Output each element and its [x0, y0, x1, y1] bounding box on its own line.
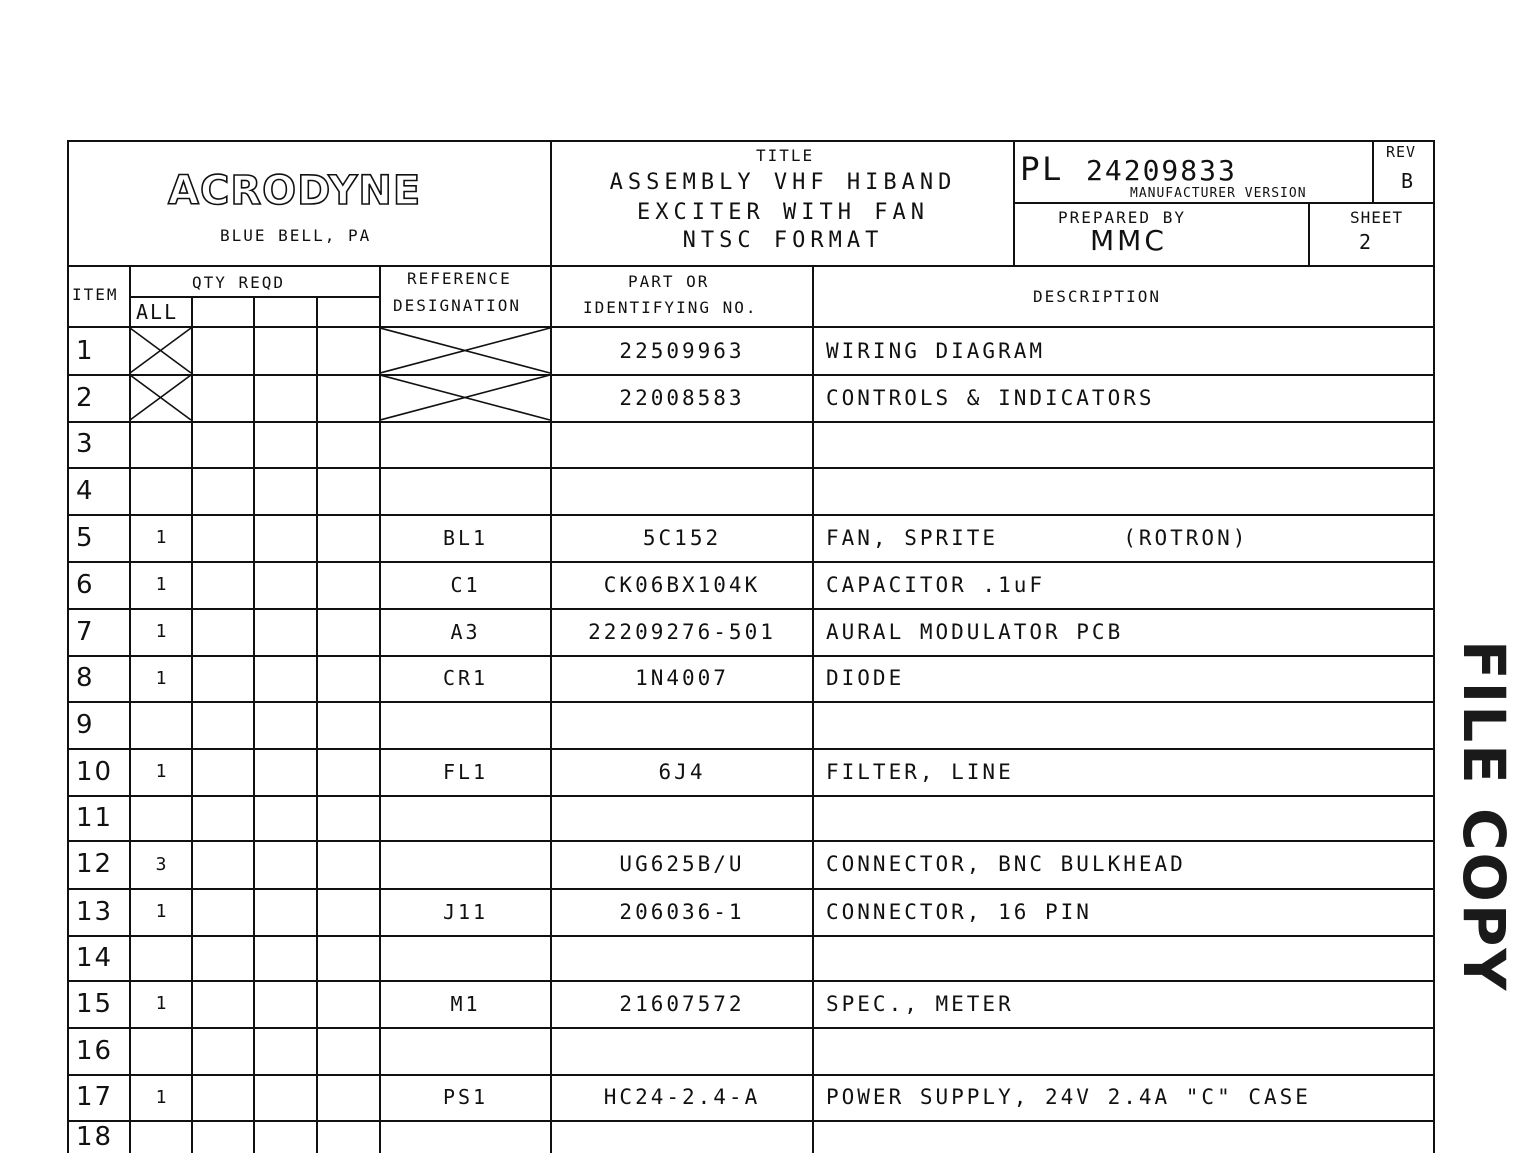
description: AURAL MODULATOR PCB: [826, 619, 1124, 644]
header-qty: QTY REQD: [192, 273, 286, 292]
item-number: 18: [76, 1121, 114, 1152]
item-number: 6: [76, 569, 95, 600]
title-line-3: NTSC FORMAT: [682, 228, 884, 253]
header-part-line1: PART OR: [628, 272, 710, 291]
item-number: 14: [76, 942, 114, 973]
description: WIRING DIAGRAM: [826, 338, 1046, 363]
description: FILTER, LINE: [826, 759, 1014, 784]
description: CONTROLS & INDICATORS: [826, 385, 1155, 410]
part-number: 1N4007: [635, 666, 729, 690]
item-number: 5: [76, 522, 95, 553]
qty-cell: 1: [155, 621, 167, 642]
header-description: DESCRIPTION: [1033, 287, 1161, 306]
title-label: TITLE: [756, 146, 815, 165]
part-number: 5C152: [642, 525, 722, 550]
item-number: 8: [76, 663, 95, 693]
part-number: 206036-1: [619, 899, 745, 924]
item-number: 15: [76, 988, 114, 1019]
reference-designation: C1: [450, 572, 481, 597]
reference-designation: FL1: [442, 759, 489, 784]
qty-cell: 1: [155, 667, 167, 689]
item-number: 12: [76, 849, 114, 879]
company-location: BLUE BELL, PA: [220, 226, 372, 245]
part-number: 6J4: [658, 759, 706, 784]
part-number: 22209276-501: [588, 619, 776, 644]
qty-cell: 1: [155, 901, 167, 922]
description: CAPACITOR .1uF: [826, 572, 1046, 597]
description: SPEC., METER: [826, 991, 1014, 1016]
reference-designation: BL1: [442, 525, 489, 550]
description: FAN, SPRITE (ROTRON): [826, 525, 1249, 550]
item-number: 17: [76, 1082, 114, 1112]
reference-designation: J11: [442, 899, 489, 924]
header-qty-all: ALL: [136, 300, 179, 324]
header-ref-line1: REFERENCE: [407, 269, 512, 288]
item-number: 11: [76, 802, 114, 833]
parts-list-number: 24209833: [1086, 154, 1237, 187]
description: POWER SUPPLY, 24V 2.4A "C" CASE: [826, 1085, 1311, 1109]
description: DIODE: [826, 666, 905, 690]
part-number: 22008583: [619, 385, 745, 410]
item-number: 7: [76, 616, 95, 647]
item-number: 13: [76, 896, 114, 927]
qty-cell: 3: [155, 853, 167, 875]
item-number: 4: [76, 475, 95, 506]
rev-value: B: [1401, 169, 1414, 193]
qty-cell: 1: [155, 527, 167, 548]
part-number: 21607572: [619, 991, 745, 1016]
part-number: HC24-2.4-A: [603, 1085, 761, 1109]
reference-designation: A3: [450, 619, 481, 644]
part-number: CK06BX104K: [603, 572, 761, 597]
reference-designation: PS1: [442, 1085, 489, 1109]
qty-cell: 1: [155, 993, 167, 1014]
qty-cell: 1: [155, 574, 167, 595]
rev-label: REV: [1386, 143, 1417, 161]
title-line-2: EXCITER WITH FAN: [637, 200, 929, 225]
company-logo: ACRODYNE: [168, 168, 422, 214]
item-number: 2: [76, 382, 95, 413]
part-number: UG625B/U: [619, 852, 745, 876]
file-copy-stamp-text: FILE COPY: [1450, 640, 1518, 993]
header-item: ITEM: [72, 285, 119, 304]
title-line-1: ASSEMBLY VHF HIBAND: [609, 170, 957, 195]
parts-list-subtitle: MANUFACTURER VERSION: [1130, 186, 1307, 201]
description: CONNECTOR, 16 PIN: [826, 899, 1092, 924]
qty-cell: 1: [155, 761, 167, 782]
sheet-label: SHEET: [1350, 208, 1404, 227]
item-number: 9: [76, 709, 95, 740]
parts-list-prefix: PL: [1020, 150, 1064, 188]
part-number: 22509963: [619, 338, 745, 363]
item-number: 16: [76, 1035, 114, 1066]
item-number: 10: [76, 756, 114, 787]
prepared-by-value: MMC: [1090, 224, 1167, 257]
description: CONNECTOR, BNC BULKHEAD: [826, 852, 1186, 876]
item-number: 1: [76, 335, 95, 366]
prepared-by-label: PREPARED BY: [1058, 208, 1186, 227]
file-copy-stamp: [1450, 640, 1518, 993]
sheet-value: 2: [1359, 230, 1372, 254]
qty-cell: 1: [155, 1086, 167, 1108]
item-number: 3: [76, 429, 95, 459]
header-ref-line2: DESIGNATION: [393, 296, 521, 315]
reference-designation: CR1: [442, 666, 489, 690]
reference-designation: M1: [450, 991, 481, 1016]
header-part-line2: IDENTIFYING NO.: [583, 298, 758, 317]
